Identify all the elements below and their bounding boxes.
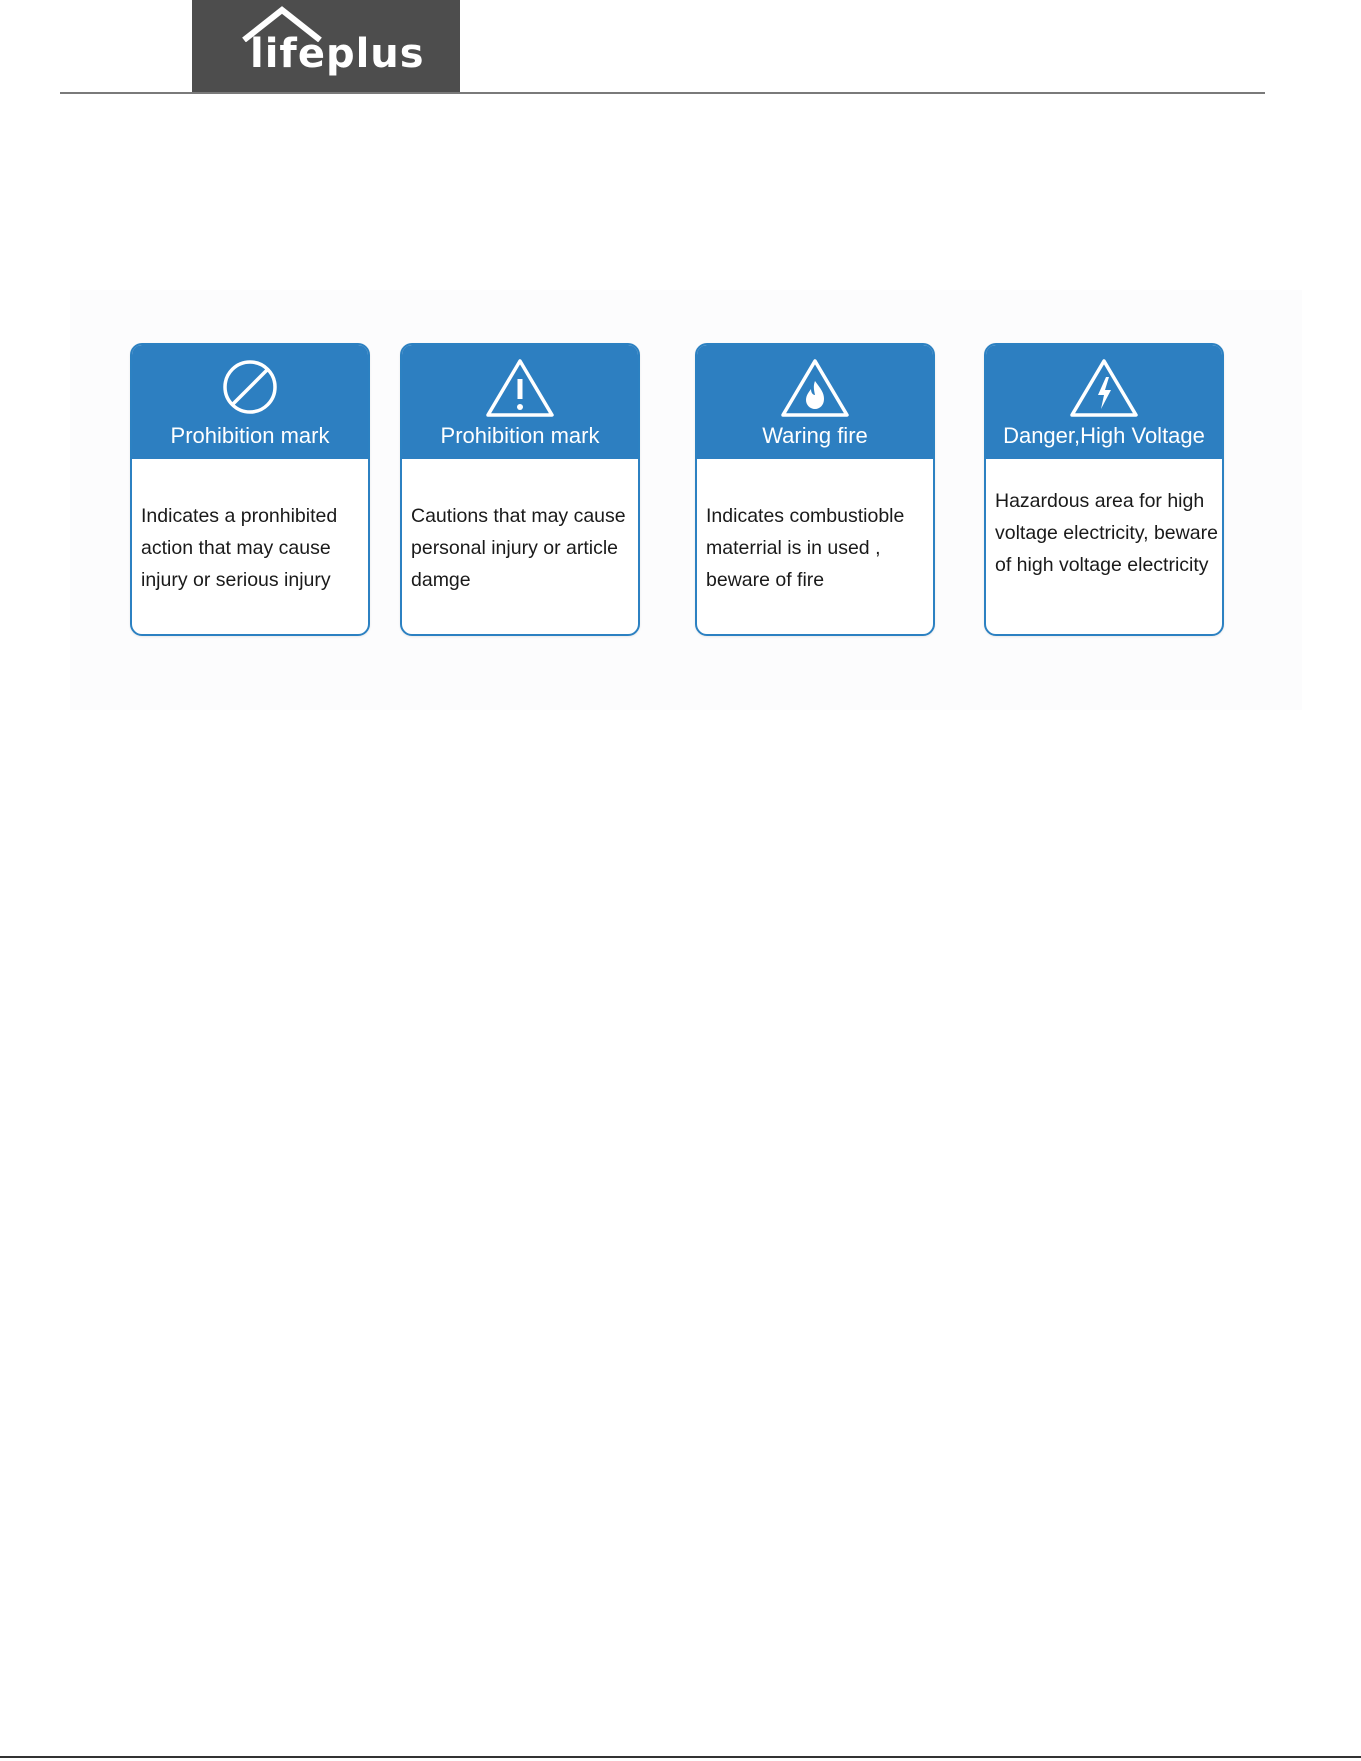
exclamation-triangle-icon	[484, 357, 556, 419]
card-description: Hazardous area for high voltage electricity, beware of high voltage electricity	[995, 490, 1218, 576]
header-logo-box	[192, 0, 460, 92]
card-description: Cautions that may cause personal injury or article damge	[411, 505, 626, 591]
card-title: Prohibition mark	[440, 423, 600, 448]
prohibition-icon	[220, 357, 280, 417]
card-description: Indicates combustioble materrial is in used , beware of fire	[706, 505, 905, 591]
card-header	[986, 345, 1222, 459]
footer-divider	[0, 1756, 1361, 1758]
logo-wordmark: lifeplus	[250, 31, 425, 77]
safety-card-high-voltage	[984, 343, 1224, 636]
card-description: Indicates a pronhibited action that may cause injury or serious injury	[141, 505, 338, 591]
fire-triangle-icon	[779, 357, 851, 419]
header-divider	[60, 92, 1265, 94]
high-voltage-triangle-icon	[1068, 357, 1140, 419]
card-header	[402, 345, 638, 459]
safety-card-fire	[695, 343, 935, 636]
safety-card-caution	[400, 343, 640, 636]
card-title: Danger,High Voltage	[1003, 423, 1205, 448]
card-title: Prohibition mark	[170, 423, 330, 448]
card-header	[697, 345, 933, 459]
safety-card-prohibition	[130, 343, 370, 636]
card-header	[132, 345, 368, 459]
card-title: Waring fire	[762, 423, 868, 448]
